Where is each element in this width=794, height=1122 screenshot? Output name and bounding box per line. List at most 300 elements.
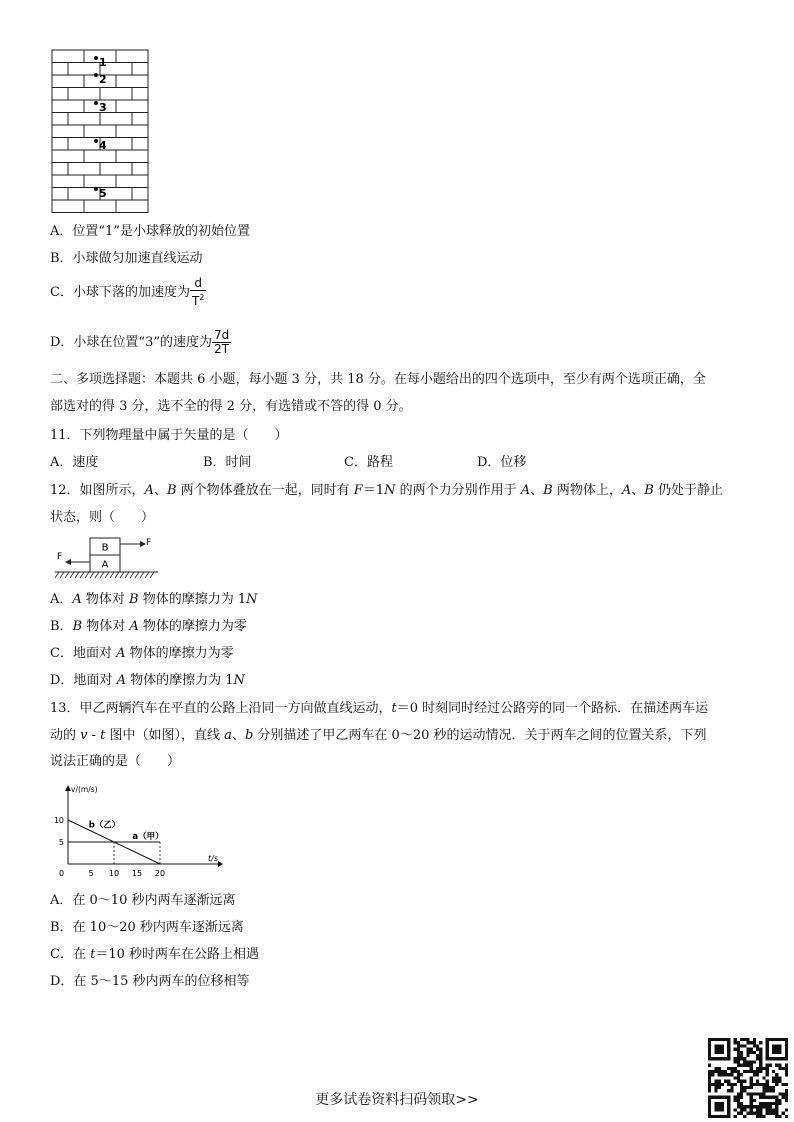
opt-prefix: C．地面对 bbox=[50, 646, 117, 661]
q12-option-b bbox=[50, 617, 247, 637]
symbol-a: A bbox=[116, 673, 126, 688]
opt-text: 物体对 bbox=[82, 619, 130, 634]
ground-hatch bbox=[120, 572, 124, 578]
symbol-a: A bbox=[116, 646, 126, 661]
qr-module bbox=[718, 1083, 721, 1086]
force-right-label: F bbox=[146, 538, 152, 548]
q10-option-a: A．位置“1”是小球释放的初始位置 bbox=[50, 224, 250, 239]
qr-module bbox=[727, 1073, 730, 1076]
x-tick-label: 15 bbox=[131, 869, 143, 878]
qr-module bbox=[730, 1070, 733, 1073]
q12-stem-part: 两物体上， bbox=[552, 483, 622, 498]
symbol-a: A bbox=[520, 483, 531, 498]
x-tick-label: 5 bbox=[88, 869, 94, 878]
qr-module bbox=[746, 1038, 749, 1041]
qr-module bbox=[734, 1038, 737, 1041]
qr-module bbox=[756, 1048, 759, 1051]
qr-module bbox=[734, 1083, 737, 1086]
ground-hatch bbox=[80, 572, 84, 578]
qr-module bbox=[775, 1115, 778, 1118]
block-a-label: A bbox=[101, 559, 109, 571]
qr-module bbox=[708, 1080, 711, 1083]
ball-dot bbox=[94, 56, 98, 60]
frac-den-base: T bbox=[191, 294, 200, 308]
q11-stem: 11．下列物理量中属于矢量的是（ ） bbox=[50, 428, 288, 443]
qr-module bbox=[727, 1067, 730, 1070]
qr-module bbox=[785, 1064, 788, 1067]
qr-module bbox=[746, 1070, 749, 1073]
qr-module bbox=[785, 1067, 788, 1070]
qr-module bbox=[730, 1067, 733, 1070]
symbol-b: B bbox=[166, 483, 177, 498]
qr-module bbox=[711, 1070, 714, 1073]
qr-module bbox=[766, 1064, 769, 1067]
qr-module bbox=[737, 1070, 740, 1073]
q13-stem-line2 bbox=[50, 726, 707, 746]
symbol-n: N bbox=[246, 592, 258, 607]
qr-module bbox=[746, 1112, 749, 1115]
qr-module bbox=[737, 1112, 740, 1115]
qr-module bbox=[762, 1115, 765, 1118]
q12-stem-part: ＝1 bbox=[362, 483, 385, 498]
q13-option-d: D．在 5～15 秒内两车的位移相等 bbox=[50, 974, 250, 989]
qr-module bbox=[743, 1064, 746, 1067]
qr-module bbox=[734, 1115, 737, 1118]
series-b-label: b（乙） bbox=[88, 820, 121, 831]
qr-module bbox=[756, 1044, 759, 1047]
qr-module bbox=[762, 1076, 765, 1079]
qr-module bbox=[750, 1041, 753, 1044]
qr-module bbox=[778, 1080, 781, 1083]
qr-module bbox=[782, 1067, 785, 1070]
qr-module bbox=[743, 1038, 746, 1041]
opt-text: 物体的摩擦力为零 bbox=[125, 646, 234, 661]
qr-module bbox=[778, 1115, 781, 1118]
qr-module bbox=[730, 1083, 733, 1086]
vt-chart bbox=[50, 782, 230, 884]
qr-module bbox=[766, 1073, 769, 1076]
q12-option-a bbox=[50, 590, 258, 610]
qr-module bbox=[708, 1076, 711, 1079]
symbol-a: A bbox=[72, 592, 82, 607]
ground-hatch bbox=[150, 572, 154, 578]
qr-module bbox=[756, 1067, 759, 1070]
qr-module bbox=[737, 1064, 740, 1067]
q12-sep: 、 bbox=[631, 483, 645, 498]
block-b-label: B bbox=[101, 542, 109, 554]
opt-prefix: A． bbox=[50, 592, 73, 607]
qr-module bbox=[785, 1083, 788, 1086]
qr-module bbox=[775, 1073, 778, 1076]
ground-hatch bbox=[115, 572, 119, 578]
q13-text: ＝0 时刻同时经过公路旁的同一个路标．在描述两车运 bbox=[396, 701, 709, 716]
qr-module bbox=[756, 1080, 759, 1083]
qr-module bbox=[785, 1115, 788, 1118]
qr-module bbox=[724, 1073, 727, 1076]
qr-module bbox=[734, 1057, 737, 1060]
brick-row bbox=[52, 200, 148, 213]
fraction-d-over-t2 bbox=[190, 277, 206, 308]
qr-module bbox=[759, 1083, 762, 1086]
q12-stem-part: 仍处于静止 bbox=[653, 483, 723, 498]
ball-dot bbox=[94, 187, 98, 191]
x-tick-label: 10 bbox=[108, 869, 120, 878]
qr-module bbox=[778, 1076, 781, 1079]
qr-module bbox=[740, 1054, 743, 1057]
qr-module bbox=[737, 1048, 740, 1051]
ball-position-label: 3 bbox=[99, 101, 107, 114]
qr-module bbox=[759, 1115, 762, 1118]
qr-module bbox=[756, 1115, 759, 1118]
qr-module bbox=[737, 1054, 740, 1057]
opt-text: ＝10 秒时两车在公路上相遇 bbox=[95, 947, 260, 962]
qr-module bbox=[743, 1060, 746, 1063]
q13-text: 图中（如图），直线 bbox=[105, 728, 225, 743]
q10-option-c bbox=[50, 276, 206, 310]
qr-module bbox=[753, 1112, 756, 1115]
qr-module bbox=[750, 1083, 753, 1086]
qr-module bbox=[759, 1064, 762, 1067]
qr-module bbox=[714, 1070, 717, 1073]
qr-module bbox=[759, 1060, 762, 1063]
q13-option-c bbox=[50, 945, 259, 965]
qr-module bbox=[711, 1083, 714, 1086]
qr-module bbox=[718, 1080, 721, 1083]
q13-text: 、 bbox=[231, 728, 245, 743]
qr-module bbox=[730, 1073, 733, 1076]
symbol-t: t bbox=[391, 701, 397, 716]
qr-module bbox=[756, 1083, 759, 1086]
qr-module bbox=[759, 1112, 762, 1115]
qr-module bbox=[756, 1054, 759, 1057]
qr-module bbox=[750, 1048, 753, 1051]
qr-module bbox=[778, 1064, 781, 1067]
symbol-b: B bbox=[543, 483, 553, 498]
qr-module bbox=[766, 1070, 769, 1073]
x-axis-arrow bbox=[218, 861, 223, 867]
qr-module bbox=[772, 1080, 775, 1083]
q13-text: 动的 bbox=[50, 728, 81, 743]
qr-module bbox=[711, 1073, 714, 1076]
qr-module bbox=[756, 1070, 759, 1073]
qr-module bbox=[772, 1112, 775, 1115]
qr-module bbox=[724, 1070, 727, 1073]
ground-hatch bbox=[70, 572, 74, 578]
qr-module bbox=[782, 1083, 785, 1086]
qr-module bbox=[775, 1080, 778, 1083]
origin-label: 0 bbox=[59, 869, 65, 878]
qr-module bbox=[750, 1064, 753, 1067]
y-axis-label: v/(m/s) bbox=[71, 785, 98, 794]
qr-module bbox=[759, 1054, 762, 1057]
ball-position-label: 4 bbox=[99, 139, 107, 152]
y-tick-label: 10 bbox=[53, 816, 64, 825]
qr-module bbox=[750, 1112, 753, 1115]
q10-option-d-text: D．小球在位置“3”的速度为 bbox=[50, 335, 212, 350]
qr-module bbox=[718, 1070, 721, 1073]
symbol-n: N bbox=[384, 483, 396, 498]
ground-hatch bbox=[105, 572, 109, 578]
ground-hatch bbox=[90, 572, 94, 578]
qr-module bbox=[746, 1054, 749, 1057]
q13-text: 分别描述了甲乙两车在 0～20 秒的运动情况．关于两车之间的位置关系，下列 bbox=[253, 728, 707, 743]
qr-module bbox=[740, 1057, 743, 1060]
qr-module bbox=[721, 1073, 724, 1076]
qr-module bbox=[766, 1083, 769, 1086]
qr-module bbox=[750, 1067, 753, 1070]
qr-module bbox=[743, 1070, 746, 1073]
qr-module bbox=[714, 1083, 717, 1086]
frac-den-sup: 2 bbox=[199, 293, 205, 302]
q12-stem-part: 的两个力分别作用于 bbox=[395, 483, 521, 498]
symbol-a: A bbox=[129, 619, 139, 634]
qr-module bbox=[743, 1115, 746, 1118]
qr-module bbox=[714, 1067, 717, 1070]
qr-module bbox=[759, 1048, 762, 1051]
q12-stem-part: 两个物体叠放在一起，同时有 bbox=[176, 483, 354, 498]
x-tick-label: 20 bbox=[154, 869, 166, 878]
qr-module bbox=[785, 1070, 788, 1073]
qr-module bbox=[708, 1064, 711, 1067]
qr-module bbox=[708, 1070, 711, 1073]
qr-module bbox=[743, 1080, 746, 1083]
opt-prefix: D．地面对 bbox=[50, 673, 117, 688]
qr-module bbox=[740, 1038, 743, 1041]
qr-module bbox=[750, 1070, 753, 1073]
ground-hatch bbox=[85, 572, 89, 578]
qr-module bbox=[718, 1073, 721, 1076]
qr-module bbox=[718, 1067, 721, 1070]
qr-module bbox=[785, 1073, 788, 1076]
qr-module bbox=[772, 1076, 775, 1079]
ball-position-label: 1 bbox=[99, 56, 107, 69]
qr-module bbox=[737, 1051, 740, 1054]
symbol-b: B bbox=[644, 483, 654, 498]
qr-module bbox=[756, 1112, 759, 1115]
qr-module bbox=[740, 1080, 743, 1083]
symbol-a: a bbox=[224, 728, 232, 743]
y-tick-label: 5 bbox=[58, 838, 64, 847]
qr-module bbox=[753, 1038, 756, 1041]
ground-hatch bbox=[145, 572, 149, 578]
ball-position-label: 2 bbox=[99, 73, 107, 86]
footer-text: 更多试卷资料扫码领取>> bbox=[315, 1092, 479, 1108]
qr-module bbox=[740, 1112, 743, 1115]
arrowhead-left bbox=[65, 559, 71, 565]
symbol-n: N bbox=[233, 673, 245, 688]
q12-option-d bbox=[50, 671, 245, 691]
ball-dot bbox=[94, 101, 98, 105]
qr-module bbox=[727, 1083, 730, 1086]
brick-row bbox=[52, 175, 148, 188]
ground-hatch bbox=[140, 572, 144, 578]
opt-text: 物体的摩擦力为零 bbox=[138, 619, 247, 634]
qr-finder bbox=[772, 1044, 782, 1054]
qr-module bbox=[734, 1041, 737, 1044]
qr-module bbox=[714, 1080, 717, 1083]
q11-option-a: A．速度 bbox=[50, 455, 99, 470]
qr-module bbox=[778, 1067, 781, 1070]
qr-module bbox=[750, 1080, 753, 1083]
q10-option-c-text: C．小球下落的加速度为 bbox=[50, 285, 190, 300]
q13-stem-line1 bbox=[50, 699, 708, 719]
force-left-label: F bbox=[57, 552, 63, 562]
qr-module bbox=[746, 1041, 749, 1044]
qr-module bbox=[769, 1112, 772, 1115]
qr-module bbox=[753, 1070, 756, 1073]
opt-prefix: C．在 bbox=[50, 947, 91, 962]
symbol-v: v bbox=[80, 728, 88, 743]
ground-hatch bbox=[100, 572, 104, 578]
qr-module bbox=[759, 1051, 762, 1054]
opt-prefix: B． bbox=[50, 619, 73, 634]
symbol-t: t bbox=[100, 728, 106, 743]
qr-module bbox=[737, 1057, 740, 1060]
qr-module bbox=[740, 1051, 743, 1054]
qr-module bbox=[775, 1083, 778, 1086]
qr-module bbox=[737, 1080, 740, 1083]
qr-module bbox=[734, 1076, 737, 1079]
series-a-label: a（甲） bbox=[132, 832, 164, 842]
qr-module bbox=[734, 1067, 737, 1070]
qr-module bbox=[775, 1064, 778, 1067]
qr-module bbox=[743, 1044, 746, 1047]
qr-module bbox=[775, 1076, 778, 1079]
q12-option-c bbox=[50, 644, 234, 664]
qr-module bbox=[737, 1073, 740, 1076]
q11-option-b: B．时间 bbox=[203, 455, 252, 470]
qr-module bbox=[746, 1051, 749, 1054]
qr-module bbox=[721, 1083, 724, 1086]
qr-module bbox=[737, 1041, 740, 1044]
symbol-a: A bbox=[144, 483, 154, 498]
qr-finder bbox=[714, 1044, 724, 1054]
q12-stem-line1 bbox=[50, 481, 723, 501]
stacked-blocks-figure bbox=[50, 534, 162, 580]
q10-option-b: B．小球做匀加速直线运动 bbox=[50, 251, 203, 266]
frac-den bbox=[190, 291, 206, 308]
ball-dot bbox=[94, 139, 98, 143]
qr-module bbox=[746, 1048, 749, 1051]
ball-position-label: 5 bbox=[99, 187, 107, 200]
ground-hatch bbox=[95, 572, 99, 578]
qr-module bbox=[753, 1073, 756, 1076]
qr-module bbox=[746, 1060, 749, 1063]
qr-module bbox=[766, 1112, 769, 1115]
q12-sep: 、 bbox=[530, 483, 544, 498]
qr-module bbox=[756, 1057, 759, 1060]
qr-module bbox=[740, 1083, 743, 1086]
q10-option-d bbox=[50, 326, 231, 360]
qr-module bbox=[746, 1064, 749, 1067]
symbol-b: b bbox=[244, 728, 254, 743]
frac-num: 7d bbox=[214, 328, 230, 342]
qr-module bbox=[772, 1070, 775, 1073]
symbol-b: B bbox=[129, 592, 139, 607]
qr-module bbox=[721, 1070, 724, 1073]
qr-module bbox=[759, 1070, 762, 1073]
brick-wall-figure bbox=[50, 48, 152, 214]
ground-hatch bbox=[65, 572, 69, 578]
qr-module bbox=[734, 1070, 737, 1073]
qr-module bbox=[743, 1057, 746, 1060]
symbol-f: F bbox=[353, 483, 363, 498]
frac-num: d bbox=[190, 277, 206, 291]
qr-module bbox=[769, 1064, 772, 1067]
qr-module bbox=[753, 1060, 756, 1063]
qr-module bbox=[708, 1083, 711, 1086]
q11-option-d: D．位移 bbox=[477, 455, 527, 470]
qr-module bbox=[782, 1112, 785, 1115]
ground-hatch bbox=[60, 572, 64, 578]
qr-module bbox=[708, 1073, 711, 1076]
q13-option-b: B．在 10～20 秒内两车逐渐远离 bbox=[50, 920, 244, 935]
q13-text: - bbox=[87, 728, 101, 743]
q13-stem-line3: 说法正确的是（ ） bbox=[50, 754, 181, 769]
ground-hatch bbox=[130, 572, 134, 578]
qr-module bbox=[734, 1060, 737, 1063]
q12-stem-line2: 状态，则（ ） bbox=[50, 510, 155, 525]
qr-module bbox=[759, 1067, 762, 1070]
qr-module bbox=[727, 1080, 730, 1083]
opt-text: 物体对 bbox=[81, 592, 130, 607]
qr-module bbox=[734, 1048, 737, 1051]
ball-dot bbox=[94, 73, 98, 77]
qr-module bbox=[737, 1044, 740, 1047]
qr-module bbox=[759, 1057, 762, 1060]
qr-module bbox=[740, 1064, 743, 1067]
x-axis-label: t/s bbox=[208, 854, 218, 863]
brick-row bbox=[52, 125, 148, 138]
qr-module bbox=[753, 1051, 756, 1054]
ground-hatch bbox=[75, 572, 79, 578]
qr-module bbox=[759, 1041, 762, 1044]
qr-module bbox=[766, 1080, 769, 1083]
symbol-a: A bbox=[621, 483, 632, 498]
qr-module bbox=[737, 1060, 740, 1063]
qr-module bbox=[775, 1112, 778, 1115]
qr-module bbox=[750, 1076, 753, 1079]
section2-line1: 二、多项选择题：本题共 6 小题，每小题 3 分，共 18 分。在每小题给出的四个选项中，至少有两个选项正确，全 bbox=[50, 372, 706, 387]
opt-text: 物体的摩擦力为 1 bbox=[125, 673, 234, 688]
qr-module bbox=[762, 1067, 765, 1070]
qr-module bbox=[753, 1044, 756, 1047]
q11-option-c: C．路程 bbox=[344, 455, 393, 470]
qr-module bbox=[756, 1073, 759, 1076]
qr-module bbox=[753, 1083, 756, 1086]
qr-module bbox=[740, 1044, 743, 1047]
symbol-b: B bbox=[72, 619, 83, 634]
q13-option-a: A．在 0～10 秒内两车逐渐远离 bbox=[50, 893, 236, 908]
ground-hatch bbox=[135, 572, 139, 578]
q12-sep: 、 bbox=[153, 483, 167, 498]
opt-text: 物体的摩擦力为 1 bbox=[138, 592, 247, 607]
ground-hatch bbox=[55, 572, 59, 578]
fraction-7d-over-2t bbox=[212, 329, 231, 356]
frac-den: 2T bbox=[214, 342, 230, 356]
qr-module bbox=[750, 1060, 753, 1063]
qr-module bbox=[724, 1080, 727, 1083]
qr-module bbox=[762, 1083, 765, 1086]
qr-module bbox=[740, 1073, 743, 1076]
section2-line2: 部选对的得 3 分，选不全的得 2 分，有选错或不答的得 0 分。 bbox=[50, 399, 412, 414]
symbol-t: t bbox=[90, 947, 96, 962]
qr-module bbox=[737, 1076, 740, 1079]
qr-module bbox=[753, 1041, 756, 1044]
ground-hatch bbox=[125, 572, 129, 578]
q12-stem-part: 12．如图所示， bbox=[50, 483, 145, 498]
qr-module bbox=[750, 1051, 753, 1054]
